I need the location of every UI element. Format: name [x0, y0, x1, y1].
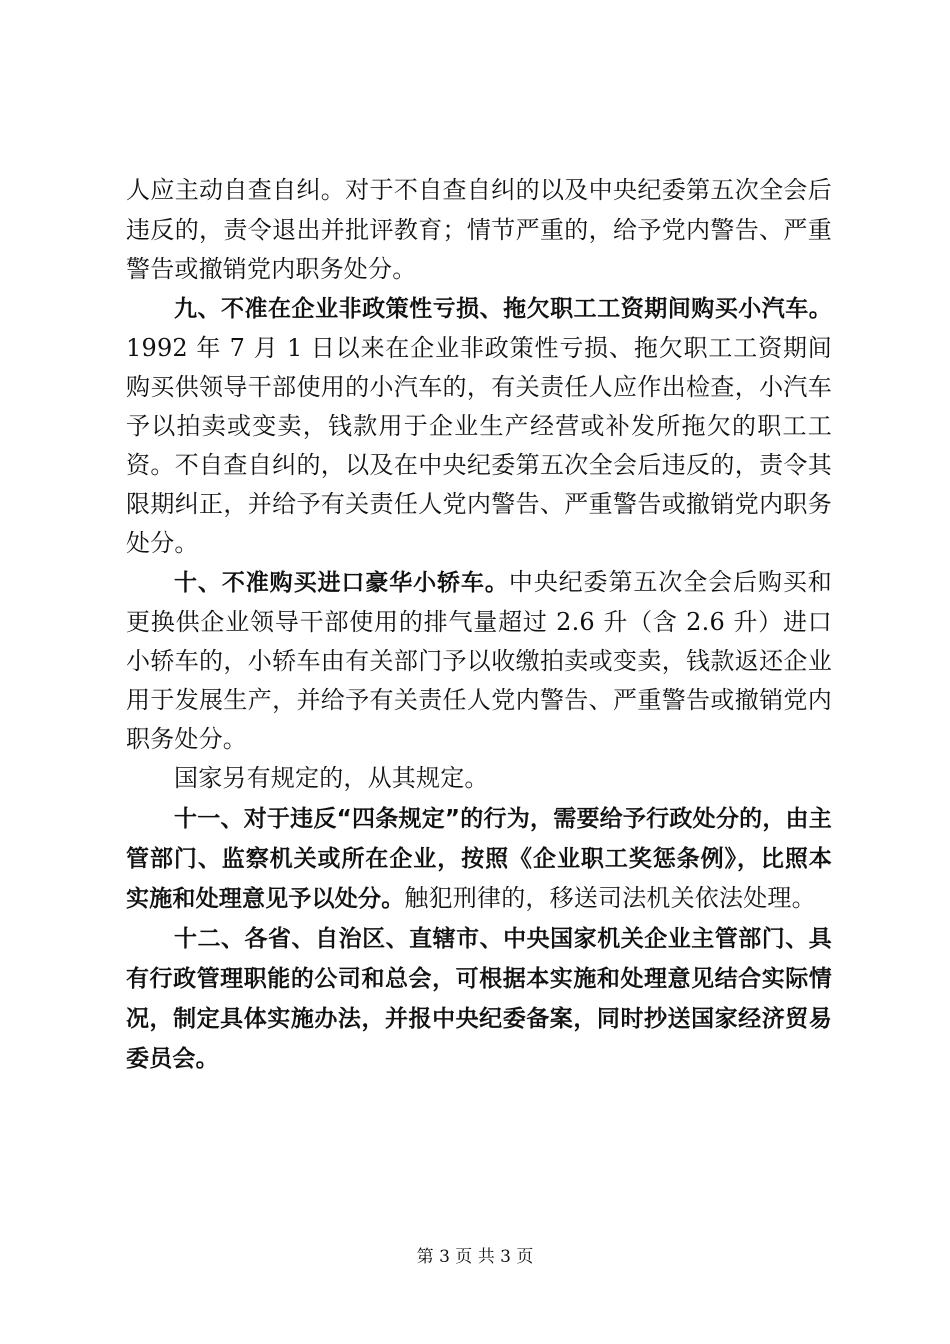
document-body	[126, 171, 832, 1079]
paragraph-text: 触犯刑律的，移送司法机关依法处理。	[404, 884, 816, 912]
paragraph-text: 中央纪委第五次全会后购买和更换供企业领导干部使用的排气量超过 2.6 升（含 2.6 升）进口小轿车的，小轿车由有关部门予以收缴拍卖或变卖，钱款返还企业用于发展生产，并给予有关责任人党内警告、严重警告或撤销党内职务处分。	[126, 568, 832, 753]
paragraph-lead: 十一、对于违反“四条规定”的行为，需要给予行政处分的，由主管部门、监察机关或所在企业，按照《企业职工奖惩条例》，比照本实施和处理意见予以处分。	[126, 806, 832, 912]
paragraph-item-11	[126, 799, 832, 919]
paragraph-item-9	[126, 289, 832, 563]
paragraph-lead: 十二、各省、自治区、直辖市、中央国家机关企业主管部门、具有行政管理职能的公司和总会，可根据本实施和处理意见结合实际情况，制定具体实施办法，并报中央纪委备案，同时抄送国家经济贸易委员会。	[126, 926, 832, 1072]
paragraph-item-12	[126, 919, 832, 1079]
paragraph-note	[126, 759, 832, 799]
paragraph-continuation	[126, 171, 832, 289]
paragraph-lead: 九、不准在企业非政策性亏损、拖欠职工工资期间购买小汽车。	[174, 296, 832, 322]
paragraph-text: 人应主动自查自纠。对于不自查自纠的以及中央纪委第五次全会后违反的，责令退出并批评教育；情节严重的，给予党内警告、严重警告或撤销党内职务处分。	[126, 176, 832, 283]
paragraph-item-10	[126, 563, 832, 759]
page-number-footer: 第 3 页 共 3 页	[416, 1247, 534, 1267]
paragraph-lead: 十、不准购买进口豪华小轿车。	[174, 570, 509, 596]
paragraph-text: 1992 年 7 月 1 日以来在企业非政策性亏损、拖欠职工工资期间购买供领导干部使用的小汽车的，有关责任人应作出检查，小汽车予以拍卖或变卖，钱款用于企业生产经营或补发所拖欠的职工工资。不自查自纠的，以及在中央纪委第五次全会后违反的，责令其限期纠正，并给予有关责任人党内警告、严重警告或撤销党内职务处分。	[126, 334, 832, 557]
paragraph-text: 国家另有规定的，从其规定。	[174, 764, 489, 792]
